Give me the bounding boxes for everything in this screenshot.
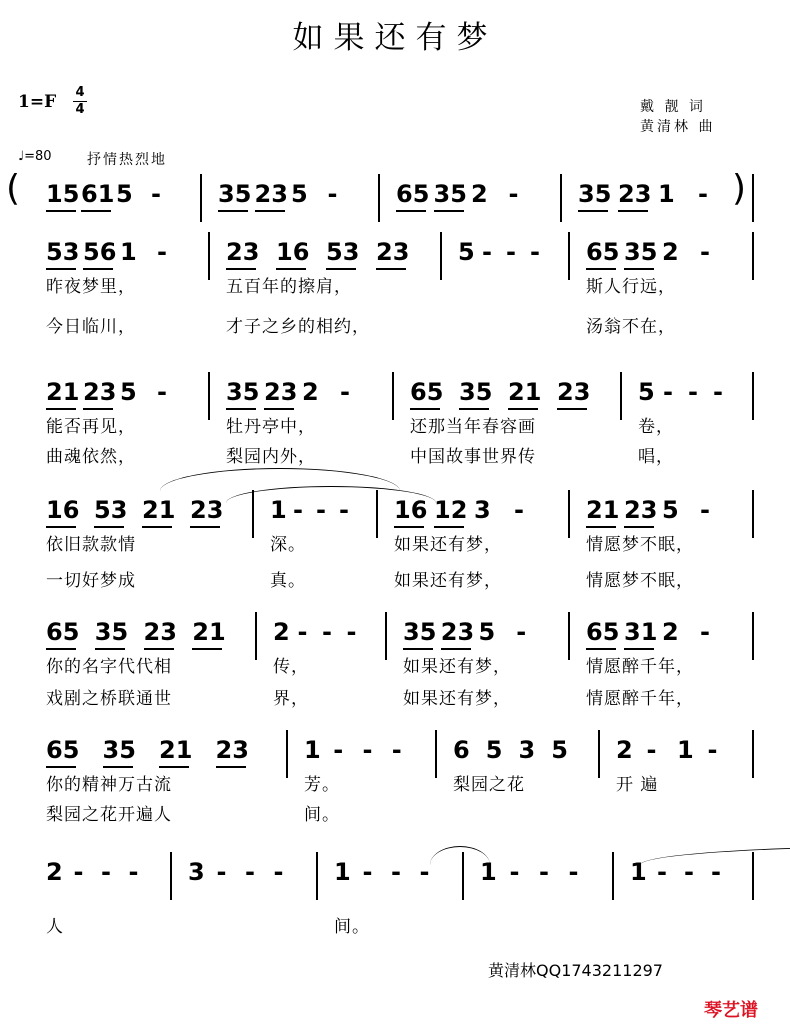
beam <box>94 526 124 528</box>
time-signature-bottom: 4 <box>75 102 85 117</box>
lyric-verse-1: 深。 <box>270 535 306 555</box>
dash: - <box>568 858 579 886</box>
lyric-verse-2: 间。 <box>304 805 340 825</box>
beam <box>255 210 285 212</box>
dash: - <box>684 858 694 886</box>
note: 2 <box>616 736 633 764</box>
note: 35 <box>459 378 493 406</box>
note: 6 <box>453 736 470 764</box>
note: 21 <box>192 618 226 646</box>
note: 21 <box>46 378 80 406</box>
beam <box>459 408 489 410</box>
lyric-verse-1: 你的名字代代相 <box>46 657 172 677</box>
note: 21 <box>159 736 193 764</box>
dash: - <box>245 858 255 886</box>
beam <box>103 766 133 768</box>
dash: - <box>73 858 84 886</box>
dash: - <box>646 736 657 764</box>
beam <box>264 408 294 410</box>
beam <box>586 526 616 528</box>
note: 21 <box>142 496 176 524</box>
lyric-verse-1: 你的精神万古流 <box>46 775 172 795</box>
beam <box>46 210 76 212</box>
note: 21 <box>586 496 620 524</box>
dash: - <box>216 858 227 886</box>
lyric-verse-1: 梨园之花 <box>453 775 525 795</box>
note: 1 <box>270 496 287 524</box>
dash: - <box>516 618 527 646</box>
note: 53 <box>46 238 80 266</box>
lyric-verse-2: 真。 <box>270 571 306 591</box>
dash: - <box>339 496 349 524</box>
barline <box>170 852 172 900</box>
intro-open-paren: ( <box>6 168 21 209</box>
note: 3 <box>188 858 205 886</box>
beam <box>410 408 440 410</box>
lyric-verse-1: 卷， <box>638 417 674 437</box>
lyric-verse-1: 昨夜梦里， <box>46 277 136 297</box>
dash: - <box>128 858 139 886</box>
lyric-verse-2: 如果还有梦， <box>403 689 511 709</box>
lyric-verse-2: 一切好梦成 <box>46 571 136 591</box>
note: 21 <box>508 378 542 406</box>
dash: - <box>273 858 284 886</box>
note: 16 <box>394 496 428 524</box>
footer-author: 黄清林QQ1743211297 <box>488 961 663 980</box>
dash: - <box>333 736 344 764</box>
dash: - <box>316 496 326 524</box>
note: 5 <box>638 378 655 406</box>
barline <box>255 612 257 660</box>
lyric-verse-2: 情愿梦不眠， <box>586 571 694 591</box>
beam <box>144 648 174 650</box>
note: 23 <box>618 180 652 208</box>
barline <box>752 490 754 538</box>
note: 2 <box>662 618 679 646</box>
barline <box>752 174 754 222</box>
lyric-verse-2: 如果还有梦， <box>394 571 502 591</box>
note: 35 <box>94 618 129 646</box>
barline <box>378 174 380 222</box>
lyric-verse-1: 斯人行远， <box>586 277 676 297</box>
lyric-verse-2: 情愿醉千年， <box>586 689 694 709</box>
barline <box>752 232 754 280</box>
note: 23 <box>264 378 298 406</box>
lyric-verse-2: 才子之乡的相约， <box>226 317 370 337</box>
dash: - <box>293 496 303 524</box>
key-signature: 1=F <box>18 92 57 112</box>
note: 23 <box>83 378 117 406</box>
staff-line-1 <box>0 174 790 234</box>
lyric-verse-2: 中国故事世界传 <box>410 447 536 467</box>
lyric-verse-2: 界， <box>273 689 309 709</box>
barline <box>752 730 754 778</box>
note: 3 <box>474 496 491 524</box>
barline <box>612 852 614 900</box>
note: 16 <box>46 496 80 524</box>
lyric-verse-2: 曲魂依然， <box>46 447 136 467</box>
note: 35 <box>433 180 467 208</box>
note: 65 <box>46 618 80 646</box>
beam <box>226 268 256 270</box>
beam <box>434 210 464 212</box>
barline <box>560 174 562 222</box>
barline <box>208 232 210 280</box>
note: 23 <box>215 736 249 764</box>
note: 2 <box>273 618 290 646</box>
note: 23 <box>624 496 658 524</box>
beam <box>46 648 76 650</box>
barline <box>385 612 387 660</box>
beam <box>557 408 587 410</box>
beam <box>578 210 608 212</box>
note: 53 <box>326 238 360 266</box>
beam <box>81 210 111 212</box>
lyric-verse-2: 梨园之花开遍人 <box>46 805 172 825</box>
tempo-marking: ♩=80 <box>18 149 52 164</box>
lyric-verse-1: 情愿醉千年， <box>586 657 694 677</box>
note: 1 <box>480 858 497 886</box>
barline <box>392 372 394 420</box>
note: 23 <box>226 238 260 266</box>
dash: - <box>539 858 549 886</box>
beam <box>46 408 76 410</box>
note: 56 <box>83 238 117 266</box>
beam <box>46 766 76 768</box>
barline <box>620 372 622 420</box>
dash: - <box>362 858 373 886</box>
lyric-verse-1: 开 遍 <box>616 775 659 795</box>
barline <box>568 232 570 280</box>
note: 65 <box>586 238 620 266</box>
note: 1 <box>120 238 137 266</box>
beam <box>394 526 424 528</box>
lyric-verse-1: 传， <box>273 657 309 677</box>
note: 23 <box>254 180 288 208</box>
dash: - <box>391 858 401 886</box>
dash: - <box>482 238 492 266</box>
note: 65 <box>586 618 620 646</box>
note: 23 <box>190 496 224 524</box>
time-signature-top: 4 <box>75 85 85 100</box>
beam <box>624 268 654 270</box>
note: 5 <box>116 180 133 208</box>
beam <box>83 268 113 270</box>
lyric-verse-1: 间。 <box>334 917 370 937</box>
lyric-verse-2: 汤翁不在， <box>586 317 676 337</box>
beam <box>586 648 616 650</box>
barline <box>435 730 437 778</box>
note: 65 <box>410 378 444 406</box>
note: 61 <box>81 180 115 208</box>
note: 2 <box>302 378 319 406</box>
beam <box>192 648 222 650</box>
barline <box>200 174 202 222</box>
dash: - <box>362 736 373 764</box>
beam <box>618 210 648 212</box>
beam <box>142 526 172 528</box>
barline <box>316 852 318 900</box>
note: 5 <box>478 618 496 646</box>
expression-marking: 抒情热烈地 <box>87 152 167 168</box>
note: 31 <box>624 618 658 646</box>
lyric-verse-1: 如果还有梦， <box>394 535 502 555</box>
time-signature <box>73 86 87 117</box>
lyric-verse-1: 五百年的擦肩， <box>226 277 352 297</box>
dash: - <box>700 618 710 646</box>
dash: - <box>346 618 357 646</box>
dash: - <box>322 618 332 646</box>
beam <box>190 526 220 528</box>
note: 35 <box>102 736 136 764</box>
barline <box>208 372 210 420</box>
note: 35 <box>226 378 260 406</box>
intro-close-paren: ) <box>732 168 747 209</box>
beam <box>46 526 76 528</box>
beam <box>624 648 654 650</box>
note: 53 <box>94 496 128 524</box>
dash: - <box>700 496 710 524</box>
lyric-verse-1: 牡丹亭中， <box>226 417 316 437</box>
dash: - <box>657 858 667 886</box>
beam <box>46 268 76 270</box>
note: 3 <box>518 736 536 764</box>
barline <box>440 232 442 280</box>
note: 35 <box>578 180 612 208</box>
dash: - <box>688 378 698 406</box>
note: 35 <box>403 618 437 646</box>
barline <box>598 730 600 778</box>
beam <box>441 648 471 650</box>
lyric-verse-1: 还那当年春容画 <box>410 417 536 437</box>
note: 23 <box>143 618 177 646</box>
note: 23 <box>376 238 410 266</box>
note: 35 <box>624 238 658 266</box>
beam <box>434 526 464 528</box>
dash: - <box>391 736 402 764</box>
note: 2 <box>46 858 63 886</box>
dash: - <box>506 238 516 266</box>
beam <box>508 408 538 410</box>
dash: - <box>508 180 519 208</box>
beam <box>226 408 256 410</box>
dash: - <box>151 180 161 208</box>
barline <box>568 490 570 538</box>
lyric-verse-1: 依旧款款情 <box>46 535 136 555</box>
dash: - <box>157 378 167 406</box>
note: 1 <box>334 858 351 886</box>
lyric-verse-1: 人 <box>46 917 64 937</box>
dash: - <box>340 378 350 406</box>
lyricist-credit: 戴 靓 词 <box>640 99 706 115</box>
song-title: 如果还有梦 <box>292 20 498 56</box>
note: 1 <box>658 180 675 208</box>
dash: - <box>327 180 338 208</box>
note: 5 <box>662 496 679 524</box>
lyric-verse-1: 如果还有梦， <box>403 657 511 677</box>
beam <box>403 648 433 650</box>
beam <box>95 648 125 650</box>
lyric-verse-2: 梨园内外， <box>226 447 316 467</box>
dash: - <box>707 736 718 764</box>
beam <box>624 526 654 528</box>
beam <box>218 210 248 212</box>
composer-credit: 黄清林 曲 <box>640 119 716 135</box>
barline <box>568 612 570 660</box>
lyric-verse-1: 芳。 <box>304 775 340 795</box>
dash: - <box>711 858 721 886</box>
beam <box>159 766 189 768</box>
beam <box>83 408 113 410</box>
lyric-verse-2: 唱， <box>638 447 674 467</box>
beam <box>396 210 426 212</box>
dash: - <box>419 858 430 886</box>
note: 5 <box>458 238 475 266</box>
note: 23 <box>440 618 475 646</box>
dash: - <box>698 180 708 208</box>
note: 23 <box>557 378 591 406</box>
note: 65 <box>46 736 80 764</box>
beam <box>216 766 246 768</box>
note: 1 <box>630 858 647 886</box>
dash: - <box>514 496 524 524</box>
lyric-verse-2: 今日临川， <box>46 317 136 337</box>
note: 5 <box>485 736 503 764</box>
dash: - <box>663 378 673 406</box>
lyric-verse-1: 情愿梦不眠， <box>586 535 694 555</box>
dash: - <box>700 238 710 266</box>
slur <box>430 846 490 865</box>
note: 5 <box>120 378 137 406</box>
note: 16 <box>276 238 310 266</box>
lyric-verse-1: 能否再见， <box>46 417 136 437</box>
beam <box>376 268 406 270</box>
barline <box>752 612 754 660</box>
dash: - <box>101 858 111 886</box>
note: 65 <box>396 180 430 208</box>
note: 1 <box>304 736 321 764</box>
beam <box>326 268 356 270</box>
dash: - <box>530 238 540 266</box>
watermark-logo: 琴艺谱 <box>704 1000 758 1021</box>
dash: - <box>509 858 520 886</box>
beam <box>586 268 616 270</box>
note: 12 <box>434 496 468 524</box>
note: 35 <box>218 180 252 208</box>
note: 1 <box>677 736 694 764</box>
note: 2 <box>471 180 488 208</box>
barline <box>752 372 754 420</box>
dash: - <box>713 378 723 406</box>
dash: - <box>157 238 167 266</box>
note: 2 <box>662 238 679 266</box>
lyric-verse-2: 戏剧之桥联通世 <box>46 689 172 709</box>
note: 5 <box>551 736 568 764</box>
note: 5 <box>291 180 308 208</box>
beam <box>276 268 306 270</box>
dash: - <box>297 618 308 646</box>
barline <box>286 730 288 778</box>
note: 15 <box>46 180 80 208</box>
